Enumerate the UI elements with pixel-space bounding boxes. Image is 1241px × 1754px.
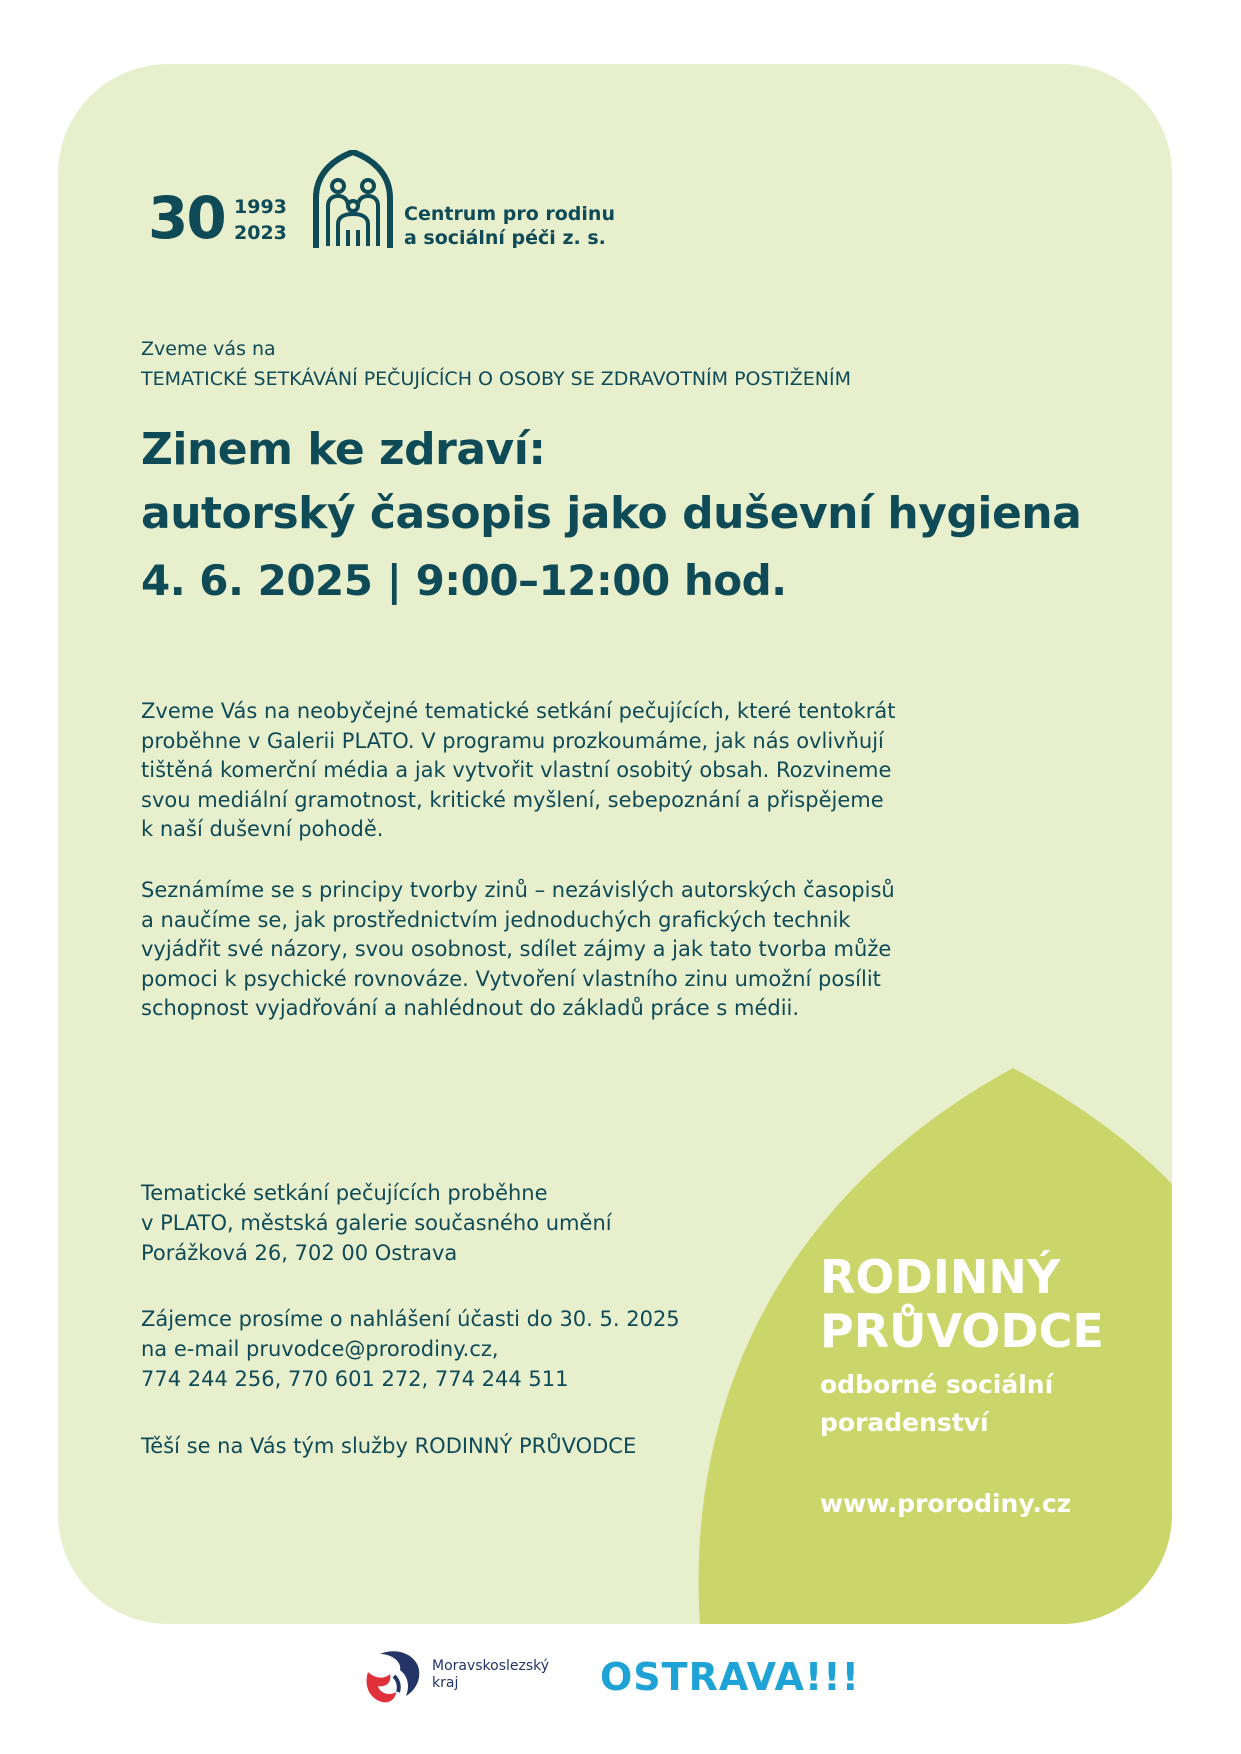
service-subtitle-line: poradenství xyxy=(820,1408,989,1437)
anniversary-years xyxy=(234,194,287,246)
paragraph-line: vyjádřit své názory, svou osobnost, sdílet zájmy a jak tato tvorba může xyxy=(141,937,892,961)
invitation-header xyxy=(141,334,851,394)
partner-city-logo: OSTRAVA!!! xyxy=(600,1655,860,1699)
paragraph-line: svou mediální gramotnost, kritické myšlení, sebepoznání a přispějeme xyxy=(141,787,884,812)
event-title-line: autorský časopis jako duševní hygiena xyxy=(141,488,1082,539)
venue-address: Porážková 26, 702 00 Ostrava xyxy=(141,1241,458,1265)
service-name-line: PRŮVODCE xyxy=(820,1304,1104,1358)
paragraph-line: tištěná komerční média a jak vytvořit vlastní osobitý obsah. Rozvineme xyxy=(141,758,892,782)
service-subtitle xyxy=(820,1366,1104,1442)
year-start: 1993 xyxy=(234,196,287,218)
paragraph-line: pomoci k psychické rovnováze. Vytvoření vlastního zinu umožní posílit xyxy=(141,966,881,991)
family-arch-icon xyxy=(308,150,398,250)
venue-line: v PLATO, městská galerie současného umění xyxy=(141,1211,612,1235)
paragraph-line: k naší duševní pohodě. xyxy=(141,817,384,841)
website-link[interactable]: www.prorodiny.cz xyxy=(820,1489,1072,1518)
organization-name xyxy=(404,202,615,250)
org-name-line: a sociální péči z. s. xyxy=(404,227,606,249)
event-datetime: 4. 6. 2025 | 9:00–12:00 hod. xyxy=(141,556,787,605)
registration-email: na e-mail pruvodce@prorodiny.cz, xyxy=(141,1337,499,1361)
paragraph-line: schopnost vyjadřování a nahlédnout do základů práce s médii. xyxy=(141,996,800,1020)
venue-info xyxy=(141,1178,612,1268)
region-name xyxy=(432,1658,549,1692)
description-paragraph-1 xyxy=(141,697,895,845)
registration-deadline: Zájemce prosíme o nahlášení účasti do 30. 5. 2025 xyxy=(141,1307,680,1331)
service-block xyxy=(820,1250,1104,1520)
region-name-line: Moravskoslezský xyxy=(432,1658,550,1674)
paragraph-line: Zveme Vás na neobyčejné tematické setkání pečujících, které tentokrát xyxy=(141,699,896,723)
invitation-intro: Zveme vás na xyxy=(141,338,276,360)
event-title xyxy=(141,418,1081,546)
anniversary-number: 30 xyxy=(148,184,225,252)
paragraph-line: proběhne v Galerii PLATO. V programu prozkoumáme, jak nás ovlivňují xyxy=(141,728,884,753)
region-emblem-icon xyxy=(360,1646,430,1706)
event-title-line: Zinem ke zdraví: xyxy=(141,424,546,475)
service-subtitle-line: odborné sociální xyxy=(820,1370,1054,1399)
paragraph-line: a naučíme se, jak prostřednictvím jednoduchých grafických technik xyxy=(141,907,851,932)
description-paragraph-2 xyxy=(141,876,895,1024)
org-name-line: Centrum pro rodinu xyxy=(404,203,615,225)
service-name xyxy=(820,1250,1104,1358)
paragraph-line: Seznámíme se s principy tvorby zinů – nezávislých autorských časopisů xyxy=(141,878,895,902)
service-name-line: RODINNÝ xyxy=(820,1250,1061,1304)
closing-line: Těší se na Vás tým služby RODINNÝ PRŮVODCE xyxy=(141,1434,637,1458)
registration-info xyxy=(141,1304,680,1394)
registration-phones: 774 244 256, 770 601 272, 774 244 511 xyxy=(141,1367,569,1391)
region-name-line: kraj xyxy=(432,1675,459,1691)
event-type: TEMATICKÉ SETKÁVÁNÍ PEČUJÍCÍCH O OSOBY SE ZDRAVOTNÍM POSTIŽENÍM xyxy=(141,368,851,390)
year-end: 2023 xyxy=(234,222,287,244)
venue-line: Tematické setkání pečujících proběhne xyxy=(141,1181,548,1205)
